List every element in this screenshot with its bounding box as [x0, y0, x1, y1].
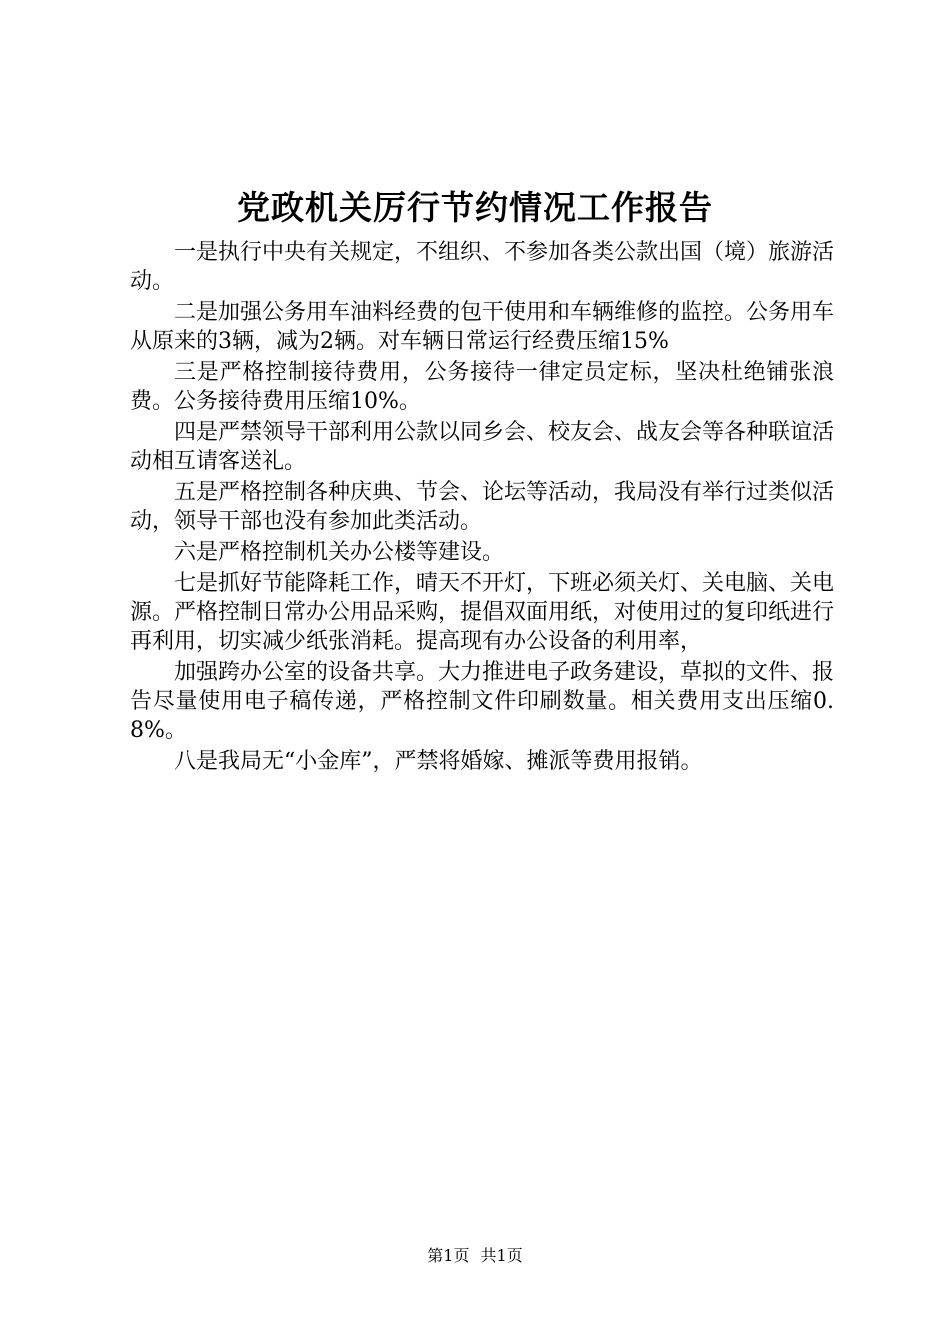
paragraph-2: 二是加强公务用车油料经费的包干使用和车辆维修的监控。公务用车从原来的3辆，减为2辆。对车辆日常运行经费压缩15% [130, 300, 835, 354]
document-title: 党政机关厉行节约情况工作报告 [237, 188, 713, 227]
paragraph-9: 八是我局无“小金库”，严禁将婚嫁、摊派等费用报销。 [174, 749, 703, 774]
paragraph-1: 一是执行中央有关规定，不组织、不参加各类公款出国（境）旅游活动。 [130, 240, 835, 294]
page-number: 第1页 [427, 1246, 470, 1265]
document-body [130, 238, 834, 778]
paragraph-3: 三是严格控制接待费用，公务接待一律定员定标，坚决杜绝铺张浪费。公务接待费用压缩10%。 [130, 360, 834, 414]
page-footer [0, 1246, 950, 1266]
page-total: 共1页 [480, 1246, 523, 1265]
paragraph-5: 五是严格控制各种庆典、节会、论坛等活动，我局没有举行过类似活动，领导干部也没有参加此类活动。 [130, 480, 835, 534]
paragraph-7: 七是抓好节能降耗工作，晴天不开灯，下班必须关灯、关电脑、关电源。严格控制日常办公用品采购，提倡双面用纸，对使用过的复印纸进行再利用，切实减少纸张消耗。提高现有办公设备的利用率， [130, 571, 835, 654]
paragraph-8: 加强跨办公室的设备共享。大力推进电子政务建设，草拟的文件、报告尽量使用电子稿传递，严格控制文件印刷数量。相关费用支出压缩0.8%。 [130, 660, 835, 743]
paragraph-6: 六是严格控制机关办公楼等建设。 [174, 540, 505, 565]
paragraph-4: 四是严禁领导干部利用公款以同乡会、校友会、战友会等各种联谊活动相互请客送礼。 [130, 420, 835, 474]
